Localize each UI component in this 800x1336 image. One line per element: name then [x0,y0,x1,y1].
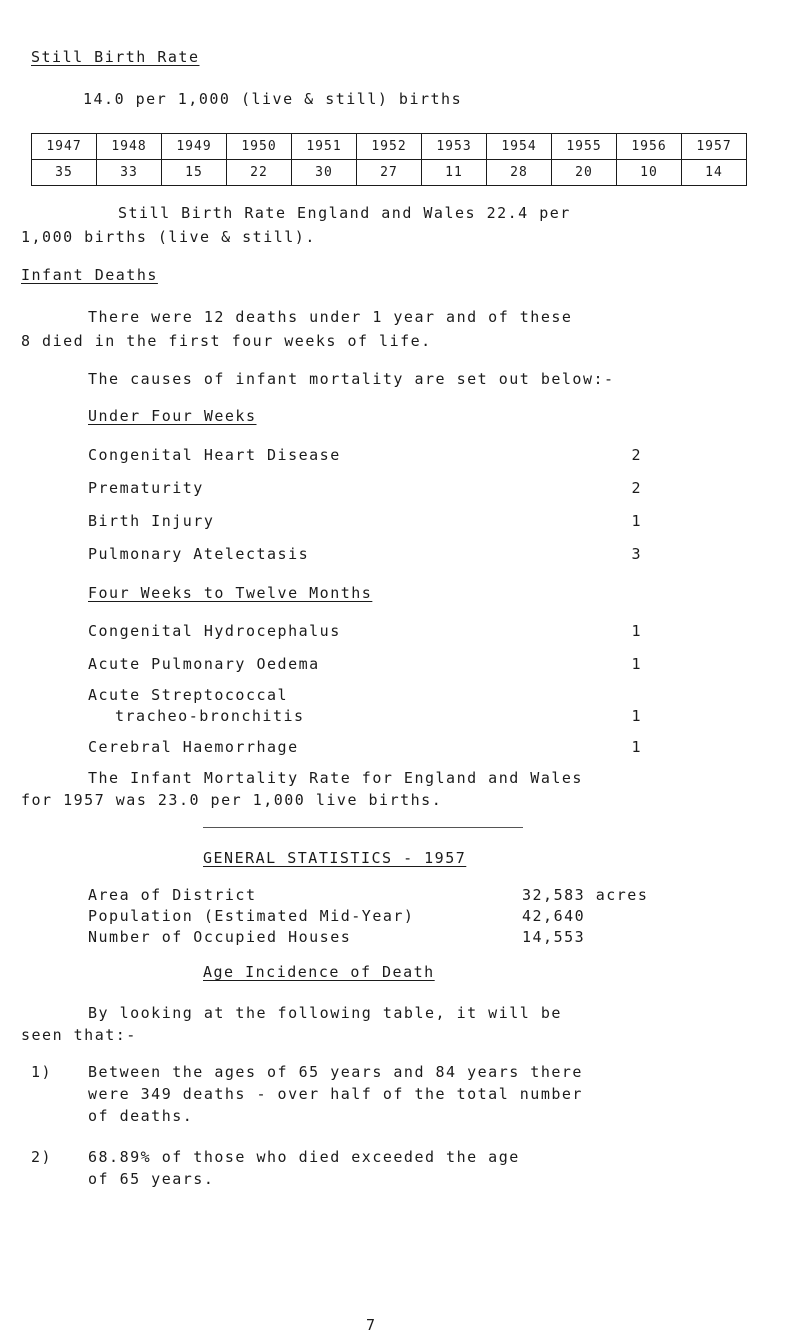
list-item-line: of deaths. [88,1107,194,1125]
cause-count: 1 [631,707,642,725]
year-cell: 1953 [422,134,487,160]
national-still-birth-line-2: 1,000 births (live & still). [21,228,316,246]
cause-count: 2 [631,479,642,497]
list-marker: 2) [31,1148,53,1166]
cause-label: Birth Injury [88,512,215,530]
rate-cell: 10 [617,160,682,186]
year-cell: 1949 [162,134,227,160]
year-cell: 1952 [357,134,422,160]
national-still-birth-line-1: Still Birth Rate England and Wales 22.4 per [118,204,571,222]
rate-cell: 35 [32,160,97,186]
age-intro-line-1: By looking at the following table, it will be [88,1004,562,1022]
still-birth-subheading: 14.0 per 1,000 (live & still) births [83,90,463,108]
year-cell: 1948 [97,134,162,160]
rate-cell: 11 [422,160,487,186]
stat-label: Area of District [88,886,257,904]
cause-label-continued: tracheo-bronchitis [115,707,305,725]
list-item-line: Between the ages of 65 years and 84 years there [88,1063,583,1081]
under-four-weeks-heading: Under Four Weeks [88,407,257,425]
rate-cell: 22 [227,160,292,186]
cause-label: Cerebral Haemorrhage [88,738,299,756]
age-incidence-heading: Age Incidence of Death [203,963,435,981]
stat-label: Population (Estimated Mid-Year) [88,907,415,925]
table-row-rates [32,160,747,186]
rate-cell: 27 [357,160,422,186]
infant-deaths-heading: Infant Deaths [21,266,158,284]
cause-count: 3 [631,545,642,563]
section-divider [203,827,523,828]
infant-rate-line-1: The Infant Mortality Rate for England and Wales [88,769,583,787]
cause-label: Pulmonary Atelectasis [88,545,310,563]
rate-cell: 28 [487,160,552,186]
stat-value: 42,640 [522,907,586,925]
cause-label: Prematurity [88,479,204,497]
still-birth-rate-table [31,133,747,186]
cause-count: 1 [631,738,642,756]
cause-label: Acute Streptococcal [88,686,289,704]
year-cell: 1956 [617,134,682,160]
year-cell: 1947 [32,134,97,160]
four-to-twelve-heading: Four Weeks to Twelve Months [88,584,373,602]
infant-rate-line-2: for 1957 was 23.0 per 1,000 live births. [21,791,443,809]
still-birth-heading: Still Birth Rate [31,48,200,66]
stat-label: Number of Occupied Houses [88,928,352,946]
year-cell: 1954 [487,134,552,160]
general-statistics-heading: GENERAL STATISTICS - 1957 [203,849,467,867]
age-intro-line-2: seen that:- [21,1026,137,1044]
rate-cell: 30 [292,160,357,186]
list-item-line: were 349 deaths - over half of the total number [88,1085,583,1103]
list-item-line: of 65 years. [88,1170,215,1188]
year-cell: 1957 [682,134,747,160]
cause-count: 1 [631,622,642,640]
rate-cell: 20 [552,160,617,186]
table-row-years [32,134,747,160]
year-cell: 1955 [552,134,617,160]
rate-cell: 15 [162,160,227,186]
list-marker: 1) [31,1063,53,1081]
infant-para-line-2: 8 died in the first four weeks of life. [21,332,432,350]
cause-label: Congenital Heart Disease [88,446,341,464]
cause-label: Acute Pulmonary Oedema [88,655,320,673]
cause-count: 1 [631,512,642,530]
page-number: 7 [366,1316,377,1334]
infant-causes-intro: The causes of infant mortality are set out below:- [88,370,615,388]
cause-count: 2 [631,446,642,464]
infant-para-line-1: There were 12 deaths under 1 year and of these [88,308,573,326]
stat-value: 32,583 acres [522,886,649,904]
year-cell: 1951 [292,134,357,160]
year-cell: 1950 [227,134,292,160]
cause-label: Congenital Hydrocephalus [88,622,341,640]
list-item-line: 68.89% of those who died exceeded the age [88,1148,520,1166]
rate-cell: 33 [97,160,162,186]
stat-value: 14,553 [522,928,586,946]
cause-count: 1 [631,655,642,673]
rate-cell: 14 [682,160,747,186]
